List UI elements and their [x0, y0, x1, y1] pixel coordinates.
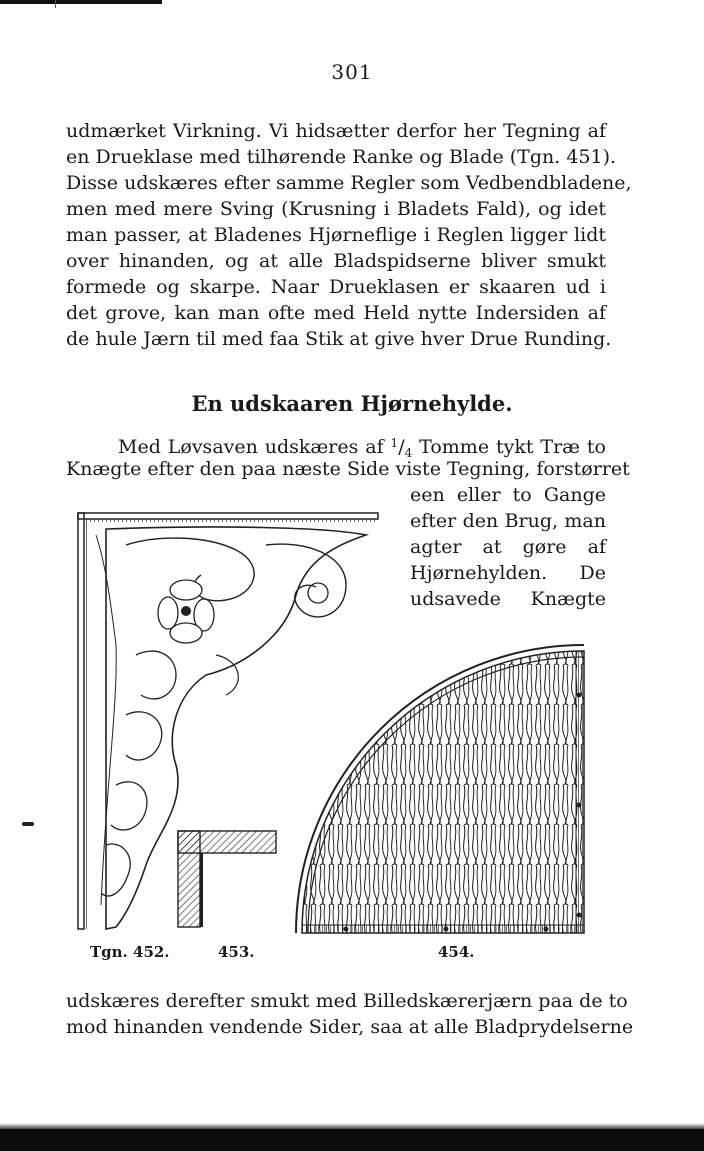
angle-drawing-453: [178, 831, 276, 927]
text-line: Disse udskæres efter samme Regler som Vedbendbladene,: [66, 172, 632, 194]
text-line: Hjørnehylden. De: [410, 562, 606, 584]
page-number: 301: [331, 60, 373, 84]
caption-fig-454: 454.: [438, 943, 475, 961]
text-line: een eller to Gange: [410, 484, 606, 506]
shelf-drawing-454: [296, 645, 584, 933]
flower-ornament: [158, 580, 214, 643]
text-line: men med mere Sving (Krusning i Bladets Fald), og idet: [66, 198, 606, 220]
text-line: efter den Brug, man: [410, 510, 606, 532]
text-line: det grove, kan man ofte med Held nytte Indersiden af: [66, 302, 606, 324]
fraction-slash: /: [398, 436, 405, 458]
margin-mark: [22, 822, 34, 826]
text-line: over hinanden, og at alle Bladspidserne bliver smukt: [66, 250, 606, 272]
text-fragment: Med Løvsaven udskæres af: [118, 436, 391, 458]
text-line: udsavede Knægte: [410, 588, 606, 610]
text-line: formede og skarpe. Naar Drueklasen er skaaren ud i: [66, 276, 606, 298]
section-heading: En udskaaren Hjørnehylde.: [191, 391, 513, 416]
scan-edge-mark: [0, 0, 162, 4]
text-fragment: Tomme tykt Træ to: [412, 436, 606, 458]
text-line: Knægte efter den paa næste Side viste Tegning, forstørret: [66, 458, 630, 480]
text-line: agter at gøre af: [410, 536, 606, 558]
text-line: udskæres derefter smukt med Billedskærerjærn paa de to: [66, 990, 628, 1012]
text-line: en Drueklase med tilhørende Ranke og Blade (Tgn. 451).: [66, 146, 617, 168]
text-line: man passer, at Bladenes Hjørneflige i Reglen ligger lidt: [66, 224, 606, 246]
scan-edge-tick: [55, 0, 56, 8]
scan-bottom-edge: [0, 1129, 704, 1151]
text-line: udmærket Virkning. Vi hidsætter derfor her Tegning af: [66, 120, 606, 142]
caption-fig-452: Tgn. 452.: [90, 943, 170, 961]
text-line: de hule Jærn til med faa Stik at give hver Drue Runding.: [66, 328, 612, 350]
fraction-numerator: 1: [390, 436, 399, 450]
illustration-group: [66, 505, 606, 945]
fraction-denominator: 4: [404, 446, 413, 460]
caption-fig-453: 453.: [218, 943, 255, 961]
text-line: mod hinanden vendende Sider, saa at alle Bladprydelserne: [66, 1016, 634, 1038]
